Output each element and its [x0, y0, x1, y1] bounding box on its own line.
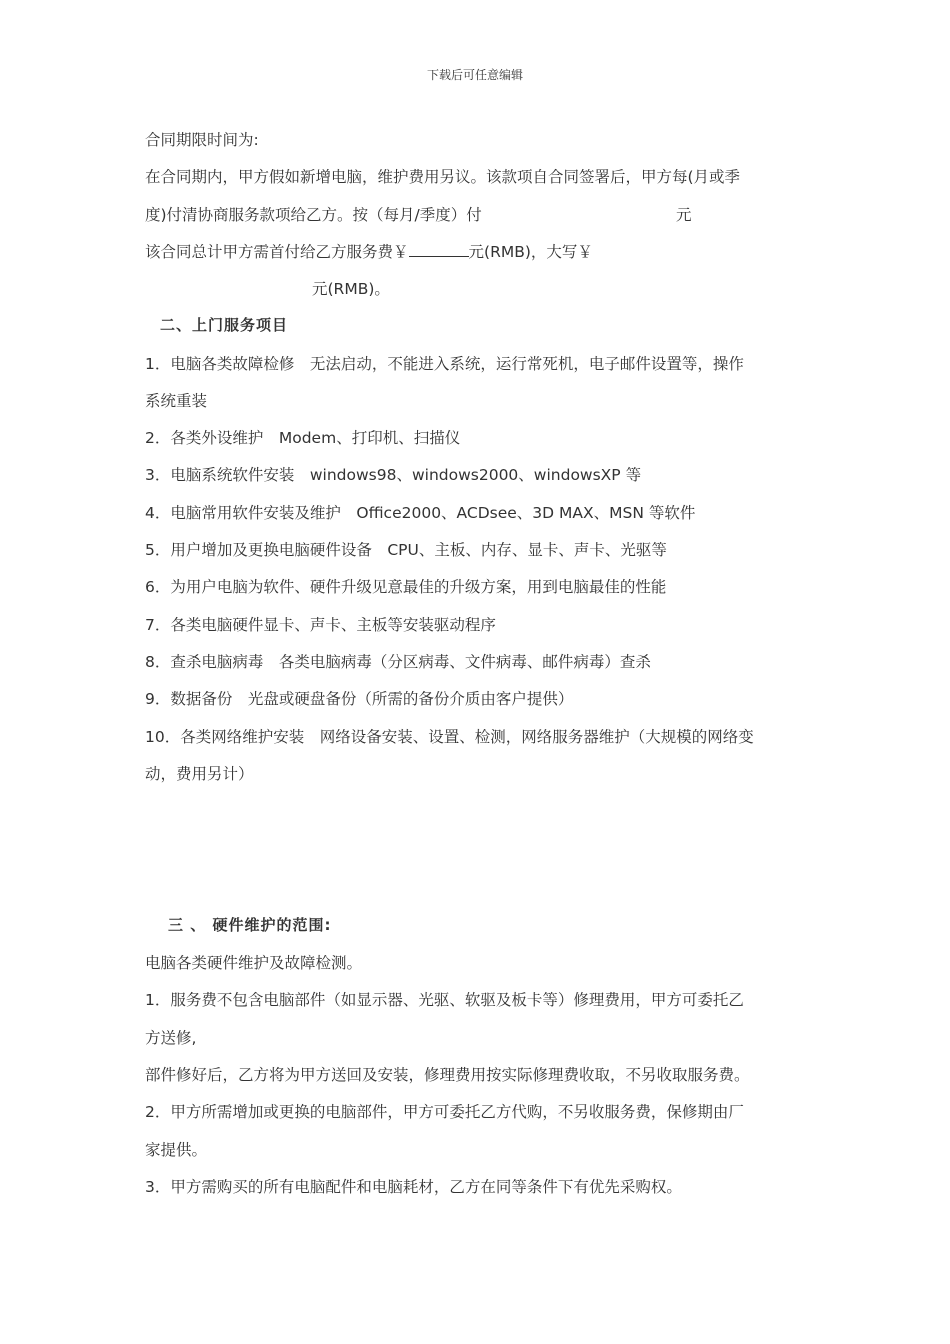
- amount-blank: [409, 242, 469, 257]
- list-item: 5．用户增加及更换电脑硬件设备 CPU、主板、内存、显卡、声卡、光驱等: [145, 541, 667, 559]
- contract-term-line: 合同期限时间为:: [145, 131, 259, 149]
- paragraph-line: [145, 203, 482, 225]
- list-item-cont: 动，费用另计）: [145, 765, 254, 783]
- list-item: 2．各类外设维护 Modem、打印机、扫描仪: [145, 429, 461, 447]
- list-item: 9．数据备份 光盘或硬盘备份（所需的备份介质由客户提供）: [145, 690, 574, 708]
- paragraph-line: 部件修好后，乙方将为甲方送回及安装，修理费用按实际修理费收取，不另收取服务费。: [145, 1066, 750, 1084]
- paragraph-line: 在合同期内，甲方假如新增电脑，维护费用另议。该款项自合同签署后，甲方每(月或季: [145, 168, 741, 186]
- list-item-cont: 系统重装: [145, 392, 208, 410]
- paragraph-line: 电脑各类硬件维护及故障检测。: [145, 954, 363, 972]
- list-item-cont: 家提供。: [145, 1141, 208, 1159]
- list-item: 10．各类网络维护安装 网络设备安装、设置、检测，网络服务器维护（大规模的网络变: [145, 728, 754, 746]
- section-heading-onsite: 二、上门服务项目: [160, 316, 289, 334]
- list-item: 1．服务费不包含电脑部件（如显示器、光驱、软驱及板卡等）修理费用，甲方可委托乙: [145, 991, 744, 1009]
- list-item: 3．电脑系统软件安装 windows98、windows2000、windowsXP 等: [145, 466, 642, 484]
- section-heading-hardware: 三 、 硬件维护的范围:: [168, 916, 332, 934]
- page-header: 下载后可任意编辑: [426, 68, 523, 82]
- list-item: 8．查杀电脑病毒 各类电脑病毒（分区病毒、文件病毒、邮件病毒）查杀: [145, 653, 651, 671]
- list-item: 7．各类电脑硬件显卡、声卡、主板等安装驱动程序: [145, 616, 496, 634]
- total-fee-text-2: 元(RMB)，大写￥: [468, 243, 593, 261]
- payment-text: 度)付清协商服务款项给乙方。按（每月/季度）付: [145, 206, 482, 224]
- list-item: 2．甲方所需增加或更换的电脑部件，甲方可委托乙方代购，不另收服务费，保修期由厂: [145, 1103, 744, 1121]
- amount-words-line: 元(RMB)。: [312, 280, 390, 298]
- payment-unit: 元: [676, 206, 692, 224]
- list-item: 1．电脑各类故障检修 无法启动，不能进入系统，运行常死机，电子邮件设置等，操作: [145, 355, 744, 373]
- total-fee-text: 该合同总计甲方需首付给乙方服务费￥: [145, 243, 409, 261]
- list-item: 6．为用户电脑为软件、硬件升级见意最佳的升级方案，用到电脑最佳的性能: [145, 578, 667, 596]
- list-item: 4．电脑常用软件安装及维护 Office2000、ACDsee、3D MAX、MSN 等软件: [145, 504, 696, 522]
- list-item: 3．甲方需购买的所有电脑配件和电脑耗材，乙方在同等条件下有优先采购权。: [145, 1178, 682, 1196]
- list-item-cont: 方送修,: [145, 1029, 197, 1047]
- total-fee-line: [145, 240, 593, 262]
